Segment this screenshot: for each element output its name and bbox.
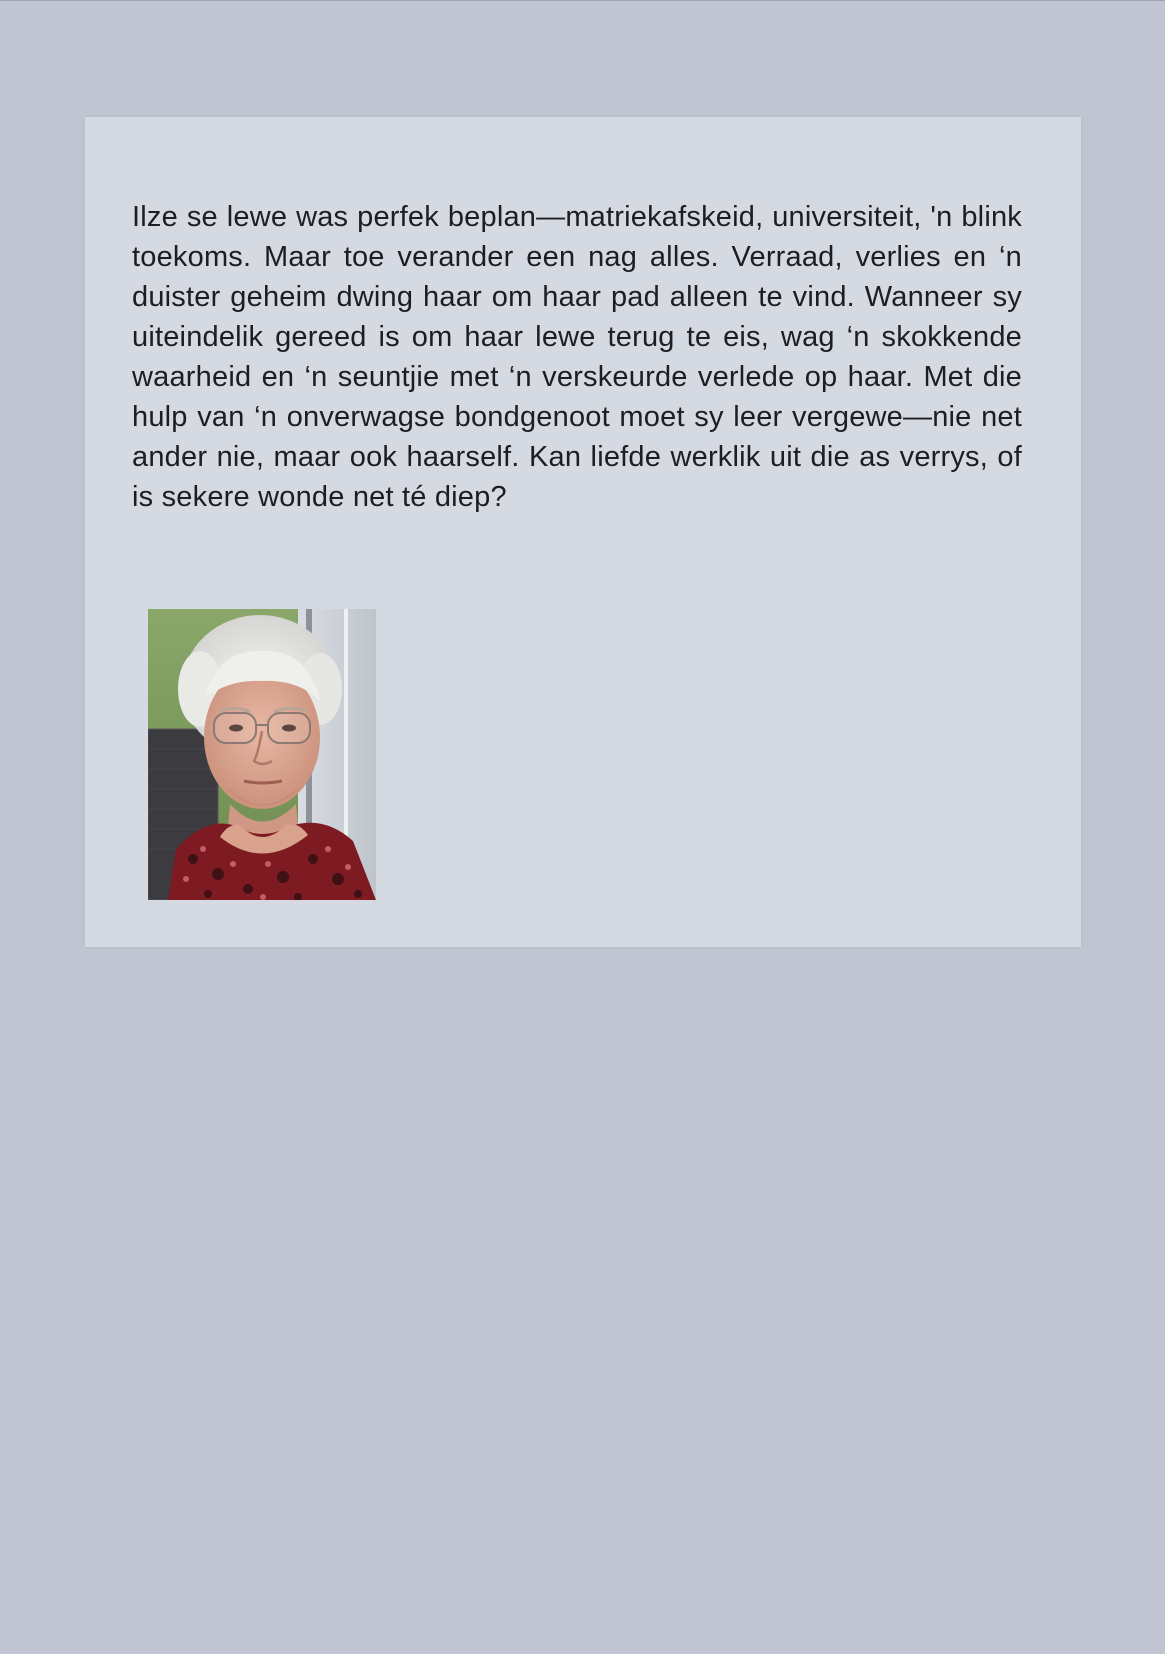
back-cover-blurb: Ilze se lewe was perfek beplan—matriekafskeid, universiteit, 'n blink toekoms. Maar toe verander een nag alles. Verraad, verlies en ‘n duister geheim dwing haar om haar pad alleen te vind. Wanneer sy uiteindelik gereed is om haar lewe terug te eis, wag ‘n skokkende waarheid en ‘n seuntjie met ‘n verskeurde verlede op haar. Met die hulp van ‘n onverwagse bondgenoot moet sy leer vergewe—nie net ander nie, maar ook haarself. Kan liefde werklik uit die as verrys, of is sekere wonde net té diep? xyxy=(132,201,1022,513)
back-cover-blurb-panel xyxy=(85,117,1081,947)
top-edge-rule xyxy=(0,0,1165,1)
author-photo xyxy=(148,609,376,900)
